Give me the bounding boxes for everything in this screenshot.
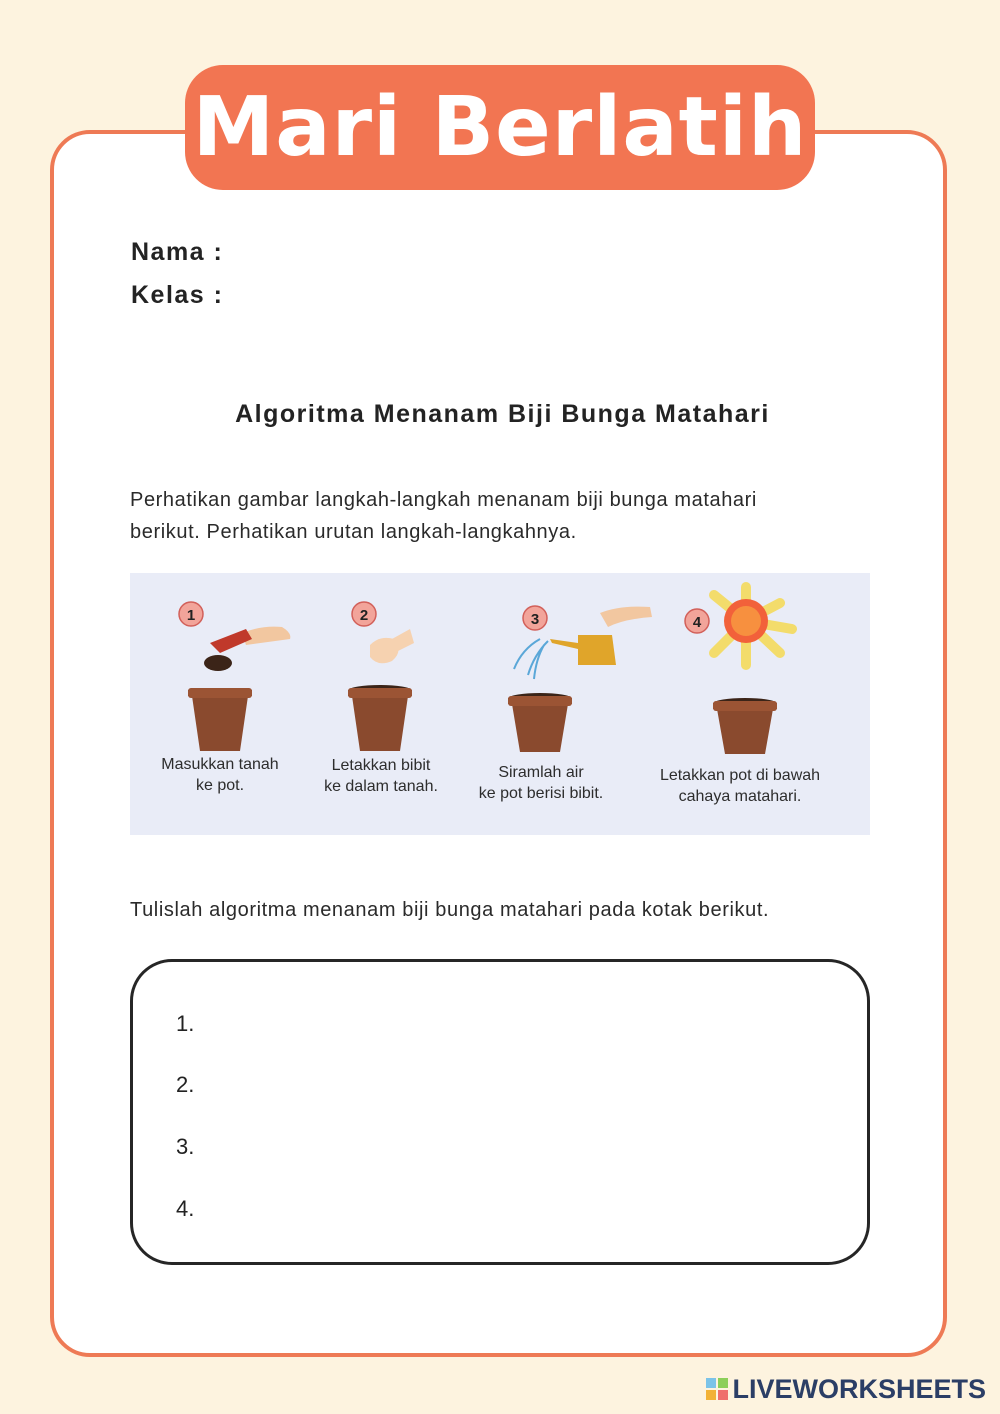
step-2-caption-line-1: Letakkan bibit <box>331 757 431 774</box>
step-1-caption <box>130 754 310 796</box>
liveworksheets-logo-icon <box>706 1378 728 1400</box>
brand-text: LIVEWORKSHEETS <box>732 1373 986 1404</box>
liveworksheets-brand[interactable] <box>706 1374 986 1404</box>
answer-line-4: 4. <box>176 1196 195 1221</box>
step-1-caption-line-2: ke pot. <box>195 777 245 794</box>
step-4-caption-line-1: Letakkan pot di bawah <box>659 767 821 784</box>
step-1-illustration <box>179 602 290 751</box>
step-3-caption-line-2: ke pot berisi bibit. <box>478 785 604 802</box>
step-1-number: 1 <box>186 607 196 624</box>
title-banner <box>185 65 815 190</box>
step-2-caption-line-2: ke dalam tanah. <box>324 778 438 795</box>
step-3-illustration <box>508 606 652 752</box>
intro-line-2: berikut. Perhatikan urutan langkah-langkahnya. <box>130 521 577 543</box>
name-label: Nama : <box>131 238 224 266</box>
instruction-text: Tulislah algoritma menanam biji bunga matahari pada kotak berikut. <box>130 899 770 921</box>
step-2-number: 2 <box>359 607 369 624</box>
answer-line-1: 1. <box>176 1011 195 1036</box>
step-2-illustration <box>348 602 414 751</box>
step-4-caption-line-2: cahaya matahari. <box>678 788 802 805</box>
step-3-caption <box>451 762 631 804</box>
step-1-caption-line-1: Masukkan tanah <box>161 756 279 773</box>
page-title: Mari Berlatih <box>192 80 808 175</box>
answer-box[interactable] <box>130 959 870 1265</box>
step-3-number: 3 <box>530 611 540 628</box>
intro-line-1: Perhatikan gambar langkah-langkah menanam biji bunga matahari <box>130 489 757 511</box>
step-2-caption <box>291 755 471 797</box>
step-4-illustration <box>685 587 792 754</box>
step-4-number: 4 <box>692 614 702 631</box>
section-heading: Algoritma Menanam Biji Bunga Matahari <box>235 400 770 428</box>
steps-illustration <box>130 573 870 835</box>
step-3-caption-line-1: Siramlah air <box>498 764 584 781</box>
class-label: Kelas : <box>131 281 224 309</box>
answer-line-2: 2. <box>176 1072 195 1097</box>
answer-line-3: 3. <box>176 1134 195 1159</box>
step-4-caption <box>640 765 840 807</box>
